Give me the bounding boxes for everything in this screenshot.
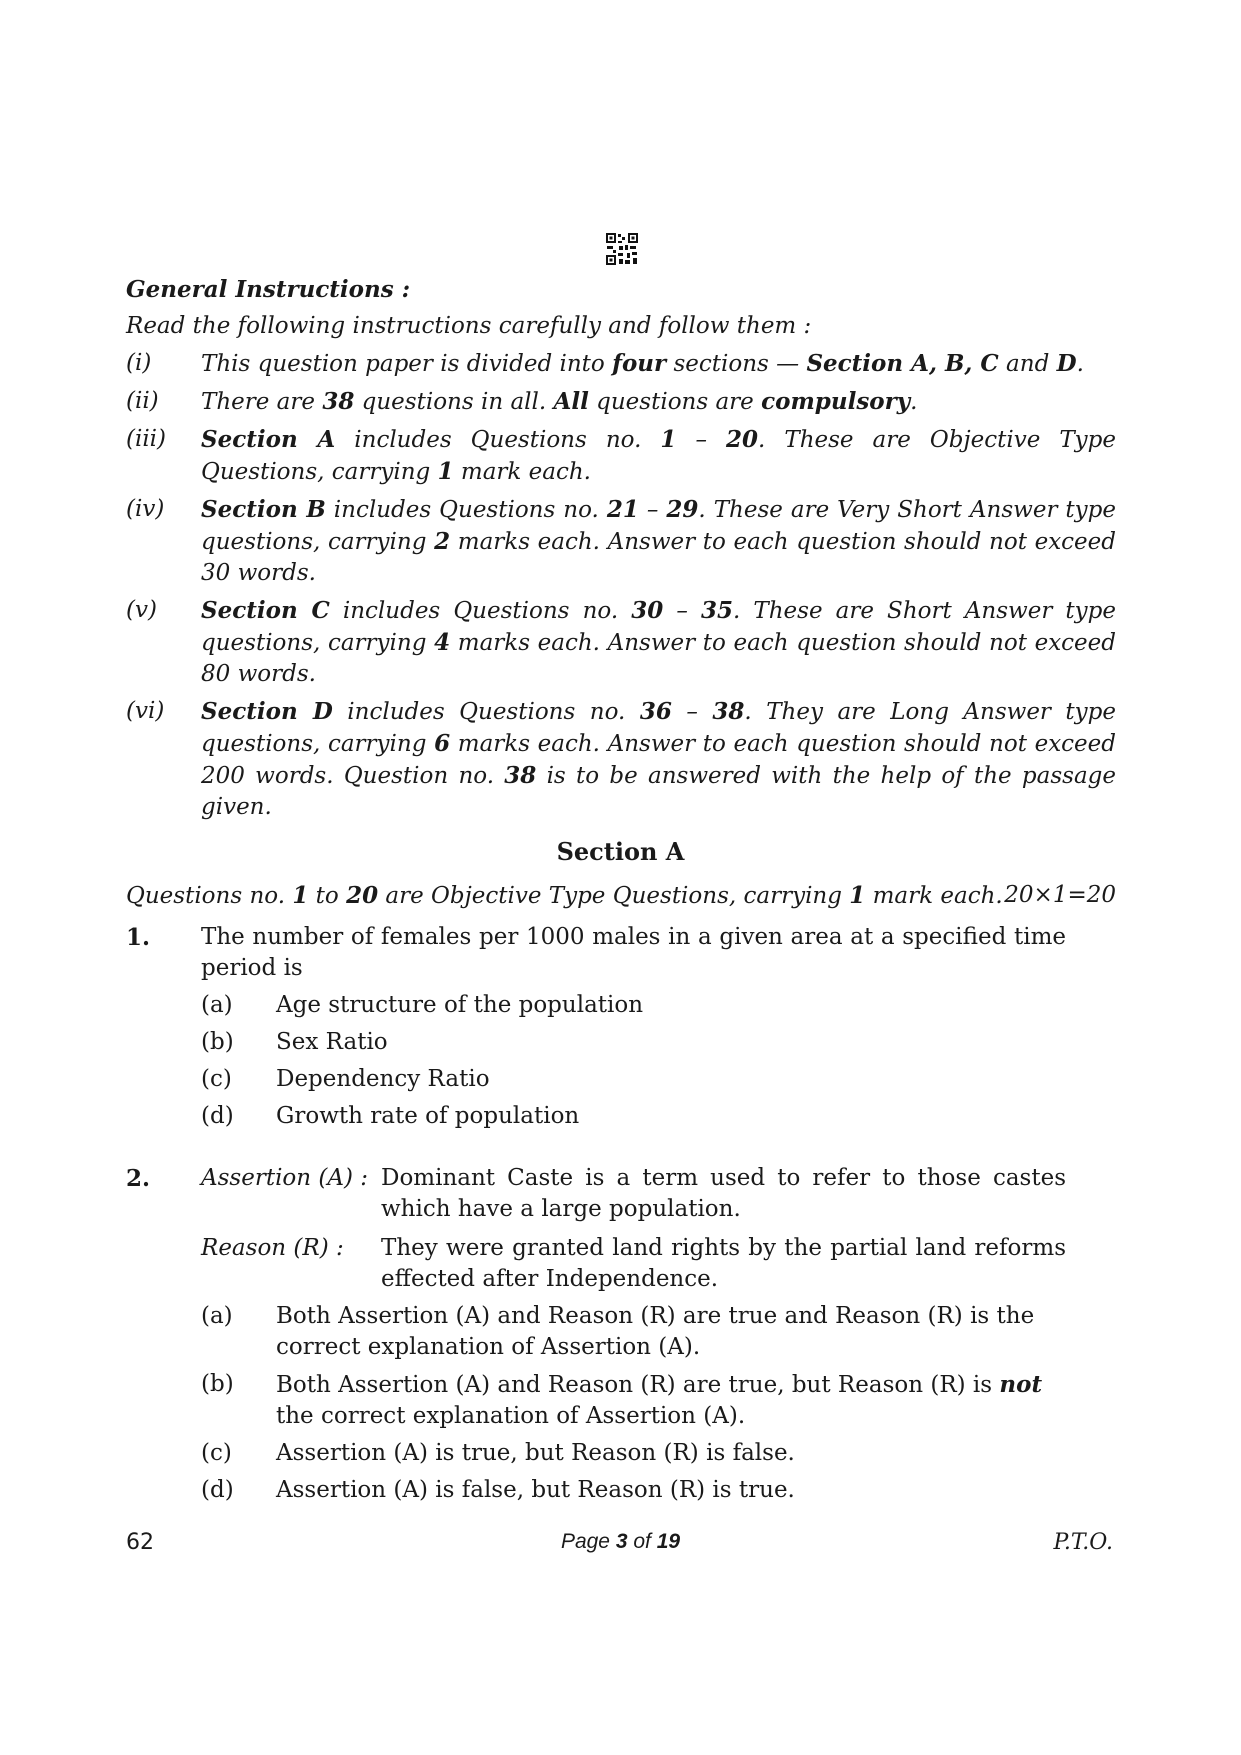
instruction-number: (v) [126,597,157,623]
instruction-text: Section B includes Questions no. 21 – 29. These are Very Short Answer type questions, carrying 2 marks each. Answer to each question should not exceed 30 words. [201,496,1117,586]
reason-label: Reason (R) : [201,1235,344,1261]
question-number: 2. [126,1165,151,1192]
instruction-text: Section D includes Questions no. 36 – 38. They are Long Answer type questions, carrying 6 marks each. Answer to each question should not exceed 200 words. Question no. 38 is to be answered with the help of the passage given. [201,698,1117,820]
option-a [201,1301,1066,1363]
page-total: 19 [656,1530,681,1553]
instruction-text: This question paper is divided into four sections — Section A, B, C and D. [201,350,1084,377]
option-label: (a) [201,1303,233,1329]
option-b [201,1369,1066,1432]
option-c [201,1438,1066,1469]
instruction-number: (iv) [126,496,165,522]
instructions-intro: Read the following instructions carefully and follow them : [126,313,812,339]
instruction-item [126,494,1116,589]
question-options [201,1301,1066,1506]
option-text: Both Assertion (A) and Reason (R) are true and Reason (R) is the correct explanation of Assertion (A). [276,1303,1035,1360]
question-options [201,990,1066,1132]
option-c [201,1064,1066,1095]
assertion-text: Dominant Caste is a term used to refer to those castes which have a large population. [381,1165,1066,1222]
instruction-text: Section C includes Questions no. 30 – 35. These are Short Answer type questions, carrying 4 marks each. Answer to each question should not exceed 80 words. [201,597,1117,687]
reason-text: They were granted land rights by the partial land reforms effected after Independence. [381,1235,1066,1292]
instruction-number: (iii) [126,426,167,452]
page-prefix: Page [560,1530,616,1553]
section-a-title: Section A [556,837,685,866]
question-number: 1. [126,924,151,951]
section-a-note: Questions no. 1 to 20 are Objective Type Questions, carrying 1 mark each. [126,882,1003,909]
instruction-number: (vi) [126,698,165,724]
option-d [201,1101,1066,1132]
instruction-number: (i) [126,350,152,376]
question-2 [126,1163,1066,1506]
option-label: (d) [201,1477,234,1503]
instruction-text: Section A includes Questions no. 1 – 20. These are Objective Type Questions, carrying 1 mark each. [201,426,1116,485]
option-text: Age structure of the population [276,992,644,1018]
question-1 [126,922,1066,1132]
instruction-text: There are 38 questions in all. All questions are compulsory. [201,388,918,415]
general-instructions [126,274,1116,829]
page-number: 3 [615,1530,628,1553]
instructions-title: General Instructions : [126,276,411,303]
option-text: Assertion (A) is true, but Reason (R) is false. [276,1440,795,1466]
reason [201,1233,1066,1295]
option-label: (a) [201,992,233,1018]
option-d [201,1475,1066,1506]
instruction-number: (ii) [126,388,159,414]
instruction-item [126,386,1116,418]
qr-code-icon [605,232,639,266]
option-label: (b) [201,1029,234,1055]
assertion [201,1163,1066,1225]
paper-code: 62 [126,1530,154,1555]
instruction-item [126,348,1116,380]
option-text: Both Assertion (A) and Reason (R) are true, but Reason (R) is not the correct explanation of Assertion (A). [276,1371,1043,1429]
option-text: Sex Ratio [276,1029,388,1055]
option-label: (d) [201,1103,234,1129]
question-text: The number of females per 1000 males in a given area at a specified time period is [201,924,1066,981]
instruction-item [126,696,1116,823]
option-label: (b) [201,1371,234,1397]
option-label: (c) [201,1440,232,1466]
option-b [201,1027,1066,1058]
assertion-label: Assertion (A) : [201,1165,369,1191]
section-a-marks: 20×1=20 [1004,882,1116,908]
option-text: Dependency Ratio [276,1066,490,1092]
option-label: (c) [201,1066,232,1092]
option-a [201,990,1066,1021]
pto-label: P.T.O. [1053,1530,1113,1555]
section-a-note-row [126,880,1116,912]
instruction-item [126,595,1116,690]
instruction-item [126,424,1116,488]
option-text: Growth rate of population [276,1103,580,1129]
option-text: Assertion (A) is false, but Reason (R) is true. [276,1477,795,1503]
page-mid: of [627,1530,657,1553]
instructions-list [126,348,1116,823]
